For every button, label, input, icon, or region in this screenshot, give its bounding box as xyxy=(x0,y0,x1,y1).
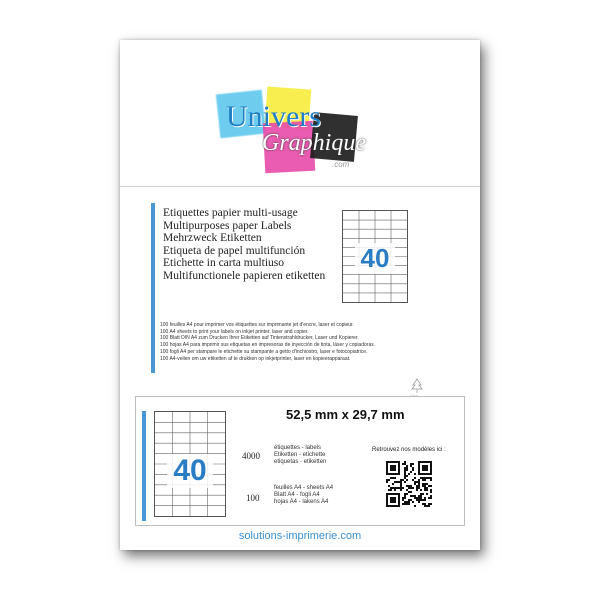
label-count-large: 40 xyxy=(167,454,213,488)
qr-module xyxy=(428,505,430,507)
qr-module xyxy=(410,495,412,497)
sheet-qty-line: hojas A4 - lakens A4 xyxy=(274,499,329,505)
sheet-qty-line: feuilles A4 - sheets A4 xyxy=(274,485,334,491)
title-fr: Etiquettes papier multi-usage xyxy=(163,207,298,219)
qr-module xyxy=(404,467,406,469)
qr-module xyxy=(392,483,394,485)
qr-module xyxy=(428,503,430,505)
product-description xyxy=(160,322,450,362)
qr-module xyxy=(430,489,432,491)
qr-module xyxy=(402,499,404,501)
qr-module xyxy=(404,477,406,479)
qr-module xyxy=(404,471,406,473)
qr-module xyxy=(412,501,414,503)
qr-module xyxy=(412,487,414,489)
qr-module xyxy=(392,477,394,479)
qr-module xyxy=(418,487,420,489)
qr-module xyxy=(420,495,422,497)
qr-module xyxy=(396,487,398,489)
accent-bar-bottom xyxy=(142,411,146,521)
qr-module xyxy=(400,479,402,481)
qr-module xyxy=(416,487,418,489)
qr-module xyxy=(420,497,422,499)
qr-module xyxy=(412,463,414,465)
description-es: 100 hojas A4 para imprimir sus etiquetas en impresoras de inyección de tinta, láser y copiadoras. xyxy=(160,342,376,349)
qr-module xyxy=(418,481,420,483)
label-qty-line: Etiketten - etichette xyxy=(274,452,326,458)
qr-module xyxy=(422,499,424,501)
qr-module xyxy=(406,493,408,495)
qr-module xyxy=(398,481,400,483)
title-it: Etichette in carta multiuso xyxy=(163,257,285,270)
qr-module xyxy=(422,483,424,485)
qr-module xyxy=(404,493,406,495)
qr-module xyxy=(394,489,396,491)
qr-module xyxy=(388,489,390,491)
qr-module xyxy=(406,503,408,505)
qr-module xyxy=(406,479,408,481)
product-titles xyxy=(163,207,333,283)
qr-module xyxy=(402,503,404,505)
label-quantity-text xyxy=(274,445,326,466)
qr-module xyxy=(394,477,396,479)
qr-module xyxy=(420,493,422,495)
qr-module xyxy=(416,499,418,501)
logo-word-univers: Univers xyxy=(226,100,321,133)
label-layout-large xyxy=(154,411,226,517)
qr-module xyxy=(404,501,406,503)
qr-module xyxy=(396,481,398,483)
qr-module xyxy=(412,479,414,481)
qr-module xyxy=(406,467,408,469)
qr-module xyxy=(412,469,414,471)
qr-module xyxy=(424,499,426,501)
qr-finder-inner xyxy=(390,497,396,503)
qr-module xyxy=(424,503,426,505)
qr-module xyxy=(430,497,432,499)
qr-module xyxy=(420,477,422,479)
qr-module xyxy=(422,485,424,487)
sheet-quantity-text xyxy=(274,485,333,506)
qr-module xyxy=(410,487,412,489)
qr-module xyxy=(404,481,406,483)
qr-module xyxy=(428,485,430,487)
qr-module xyxy=(402,463,404,465)
qr-module xyxy=(400,485,402,487)
qr-module xyxy=(422,503,424,505)
qr-module xyxy=(424,497,426,499)
qr-module xyxy=(408,491,410,493)
qr-module xyxy=(408,499,410,501)
qr-module xyxy=(426,493,428,495)
qr-module xyxy=(416,497,418,499)
qr-module xyxy=(388,485,390,487)
qr-module xyxy=(404,475,406,477)
qr-module xyxy=(390,477,392,479)
qr-module xyxy=(408,503,410,505)
qr-module xyxy=(390,489,392,491)
qr-module xyxy=(420,499,422,501)
qr-module xyxy=(414,495,416,497)
website-link[interactable]: solutions-imprimerie.com xyxy=(238,530,362,542)
qr-finder-inner xyxy=(422,465,428,471)
univers-graphique-logo xyxy=(216,86,366,176)
label-dimensions: 52,5 mm x 29,7 mm xyxy=(286,407,405,422)
product-sheet xyxy=(120,40,480,550)
qr-module xyxy=(386,479,388,481)
qr-module xyxy=(424,487,426,489)
qr-caption: Retrouvez nos modèles ici : xyxy=(372,447,446,453)
qr-module xyxy=(400,483,402,485)
qr-module xyxy=(430,485,432,487)
qr-module xyxy=(426,505,428,507)
qr-module xyxy=(424,505,426,507)
description-fr: 100 feuilles A4 pour imprimer vos étiquettes sur imprimante jet d'encre, laser et copieur. xyxy=(160,322,354,328)
qr-module xyxy=(392,487,394,489)
qr-module xyxy=(386,481,388,483)
logo-word-graphique: Graphique xyxy=(262,130,366,156)
qr-module xyxy=(414,497,416,499)
qr-module xyxy=(424,477,426,479)
label-layout-preview xyxy=(342,210,408,303)
qr-module xyxy=(410,471,412,473)
title-es: Etiqueta de papel multifunción xyxy=(163,244,306,257)
qr-module xyxy=(406,475,408,477)
qr-module xyxy=(430,477,432,479)
qr-module xyxy=(402,487,404,489)
title-de: Mehrzweck Etiketten xyxy=(163,232,262,245)
qr-module xyxy=(388,479,390,481)
qr-module xyxy=(398,487,400,489)
label-qty-line: etiquetas - etiketten xyxy=(274,459,327,465)
title-en: Multipurposes paper Labels xyxy=(163,219,292,232)
qr-module xyxy=(412,495,414,497)
qr-module xyxy=(404,473,406,475)
sheet-quantity: 100 xyxy=(246,493,260,503)
qr-module xyxy=(418,497,420,499)
qr-module xyxy=(414,477,416,479)
qr-module xyxy=(426,483,428,485)
qr-module xyxy=(422,493,424,495)
qr-module xyxy=(406,489,408,491)
qr-module xyxy=(412,467,414,469)
qr-module xyxy=(406,501,408,503)
qr-module xyxy=(418,479,420,481)
qr-module xyxy=(408,501,410,503)
qr-module xyxy=(422,479,424,481)
qr-module xyxy=(418,501,420,503)
qr-module xyxy=(410,499,412,501)
description-it: 100 fogli A4 per stampare le etichette su stampante a getto d'inchiostro, laser e fotocopiatrice. xyxy=(160,348,368,355)
qr-module xyxy=(402,497,404,499)
qr-module xyxy=(406,469,408,471)
fsc-tree-icon xyxy=(410,378,424,394)
qr-module xyxy=(418,499,420,501)
qr-module xyxy=(390,487,392,489)
description-en: 100 A4 sheets to print your labels on inkjet printer, laser and copier. xyxy=(160,328,309,335)
qr-module xyxy=(402,479,404,481)
qr-module xyxy=(406,465,408,467)
qr-module xyxy=(414,483,416,485)
qr-module xyxy=(418,483,420,485)
qr-code-icon[interactable] xyxy=(386,461,432,507)
qr-module xyxy=(424,479,426,481)
description-de: 100 Blatt DIN A4 zum Drucken Ihrer Etiketten auf Tintenstrahldrucker, Laser und Kopierer. xyxy=(160,335,359,342)
qr-module xyxy=(430,479,432,481)
qr-module xyxy=(404,461,406,463)
qr-module xyxy=(404,497,406,499)
qr-module xyxy=(430,495,432,497)
label-count: 40 xyxy=(355,243,395,274)
qr-module xyxy=(418,495,420,497)
qr-module xyxy=(400,481,402,483)
qr-module xyxy=(404,469,406,471)
qr-module xyxy=(416,481,418,483)
qr-module xyxy=(408,485,410,487)
qr-finder-inner xyxy=(390,465,396,471)
title-nl: Multifunctionele papieren etiketten xyxy=(163,269,326,282)
qr-module xyxy=(420,489,422,491)
qr-module xyxy=(414,505,416,507)
qr-module xyxy=(430,503,432,505)
qr-module xyxy=(394,487,396,489)
qr-module xyxy=(430,491,432,493)
qr-module xyxy=(414,481,416,483)
qr-module xyxy=(408,473,410,475)
qr-module xyxy=(408,487,410,489)
qr-module xyxy=(404,495,406,497)
qr-module xyxy=(428,477,430,479)
qr-module xyxy=(400,487,402,489)
accent-bar xyxy=(151,203,155,373)
qr-module xyxy=(410,485,412,487)
qr-module xyxy=(424,483,426,485)
qr-module xyxy=(422,477,424,479)
qr-module xyxy=(400,489,402,491)
description-nl: 100 A4-vellen om uw etiketten af te drukken op inkjetprinter, laser en kopieerapparaat. xyxy=(160,355,351,362)
qr-module xyxy=(418,485,420,487)
label-quantity: 4000 xyxy=(242,451,260,461)
label-qty-line: étiquettes - labels xyxy=(274,445,322,451)
qr-module xyxy=(404,463,406,465)
qr-module xyxy=(428,497,430,499)
qr-module xyxy=(406,485,408,487)
qr-module xyxy=(410,491,412,493)
logo-suffix: .com xyxy=(332,160,350,169)
qr-module xyxy=(426,487,428,489)
product-info-panel xyxy=(135,396,465,526)
sheet-qty-line: Blatt A4 - fogli A4 xyxy=(274,492,320,498)
qr-module xyxy=(394,481,396,483)
qr-module xyxy=(426,477,428,479)
qr-module xyxy=(424,485,426,487)
qr-module xyxy=(410,463,412,465)
qr-module xyxy=(414,473,416,475)
qr-module xyxy=(424,489,426,491)
qr-module xyxy=(416,489,418,491)
divider xyxy=(120,186,480,187)
qr-module xyxy=(404,503,406,505)
qr-module xyxy=(410,465,412,467)
qr-module xyxy=(416,485,418,487)
qr-module xyxy=(426,489,428,491)
